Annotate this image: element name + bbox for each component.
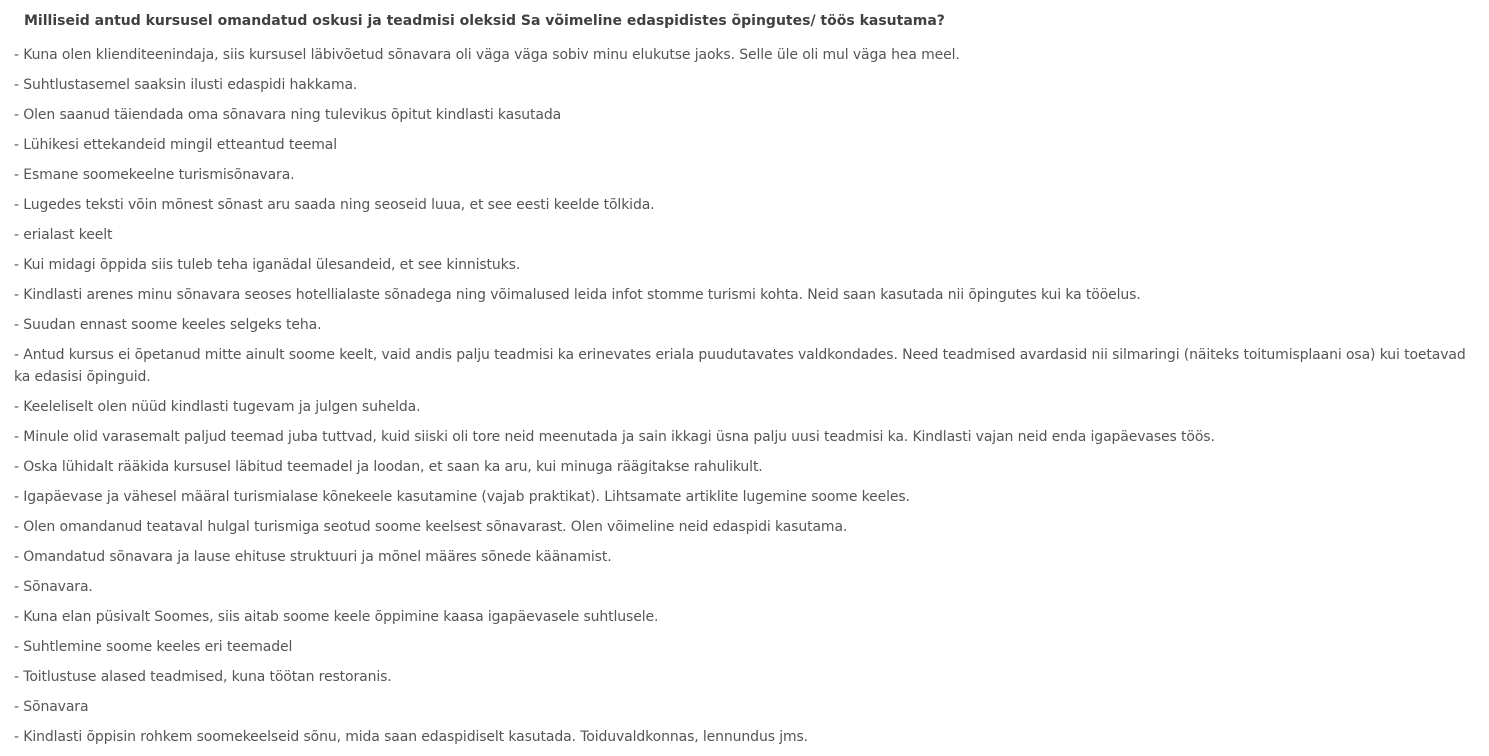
answer-item: - Antud kursus ei õpetanud mitte ainult soome keelt, vaid andis palju teadmisi ka erinevates eriala puudutavates valdkondades. Need teadmised avardasid nii silmaringi (näiteks toitumisplaani osa) kui toetavad ka edasisi õpinguid. xyxy=(14,347,1466,385)
answer-item: - Olen omandanud teataval hulgal turismiga seotud soome keelsest sõnavarast. Olen võimeline neid edaspidi kasutama. xyxy=(14,519,848,535)
answer-item: - Minule olid varasemalt paljud teemad juba tuttvad, kuid siiski oli tore neid meenutada ja sain ikkagi üsna palju uusi teadmisi ka. Kindlasti vajan neid enda igapäevases töös. xyxy=(14,429,1215,445)
answer-list xyxy=(14,44,1482,756)
answer-item: - Lühikesi ettekandeid mingil etteantud teemal xyxy=(14,137,337,153)
answer-item: - Oska lühidalt rääkida kursusel läbitud teemadel ja loodan, et saan ka aru, kui minuga räägitakse rahulikult. xyxy=(14,459,763,475)
answer-item: - Sõnavara. xyxy=(14,579,93,595)
answer-item: - Sõnavara xyxy=(14,699,89,715)
answer-item: - Esmane soomekeelne turismisõnavara. xyxy=(14,167,295,183)
answer-item: - Kuna elan püsivalt Soomes, siis aitab soome keele õppimine kaasa igapäevasele suhtlusele. xyxy=(14,609,659,625)
answer-item: - Suudan ennast soome keeles selgeks teha. xyxy=(14,317,322,333)
answer-item: - Kui midagi õppida siis tuleb teha iganädal ülesandeid, et see kinnistuks. xyxy=(14,257,521,273)
answer-item: - Lugedes teksti võin mõnest sõnast aru saada ning seoseid luua, et see eesti keelde tõlkida. xyxy=(14,197,655,213)
answer-item: - Kuna olen klienditeenindaja, siis kursusel läbivõetud sõnavara oli väga väga sobiv minu elukutse jaoks. Selle üle oli mul väga hea meel. xyxy=(14,47,960,63)
answer-item: - Kindlasti õppisin rohkem soomekeelseid sõnu, mida saan edaspidiselt kasutada. Toiduvaldkonnas, lennundus jms. xyxy=(14,729,808,745)
answer-item: - erialast keelt xyxy=(14,227,113,243)
answer-item: - Keeleliselt olen nüüd kindlasti tugevam ja julgen suhelda. xyxy=(14,399,421,415)
answer-item: - Igapäevase ja vähesel määral turismialase kõnekeele kasutamine (vajab praktikat). Lihtsamate artiklite lugemine soome keeles. xyxy=(14,489,910,505)
answer-item: - Suhtlustasemel saaksin ilusti edaspidi hakkama. xyxy=(14,77,358,93)
answer-item: - Omandatud sõnavara ja lause ehituse struktuuri ja mõnel määres sõnede käänamist. xyxy=(14,549,612,565)
answer-item: - Kindlasti arenes minu sõnavara seoses hotellialaste sõnadega ning võimalused leida infot stomme turismi kohta. Neid saan kasutada nii õpingutes kui ka tööelus. xyxy=(14,287,1141,303)
answer-item: - Toitlustuse alased teadmised, kuna töötan restoranis. xyxy=(14,669,392,685)
question-heading: Milliseid antud kursusel omandatud oskusi ja teadmisi oleksid Sa võimeline edaspidistes õpingutes/ töös kasutama? xyxy=(24,13,945,29)
answer-item: - Olen saanud täiendada oma sõnavara ning tulevikus õpitut kindlasti kasutada xyxy=(14,107,562,123)
answer-item: - Suhtlemine soome keeles eri teemadel xyxy=(14,639,293,655)
